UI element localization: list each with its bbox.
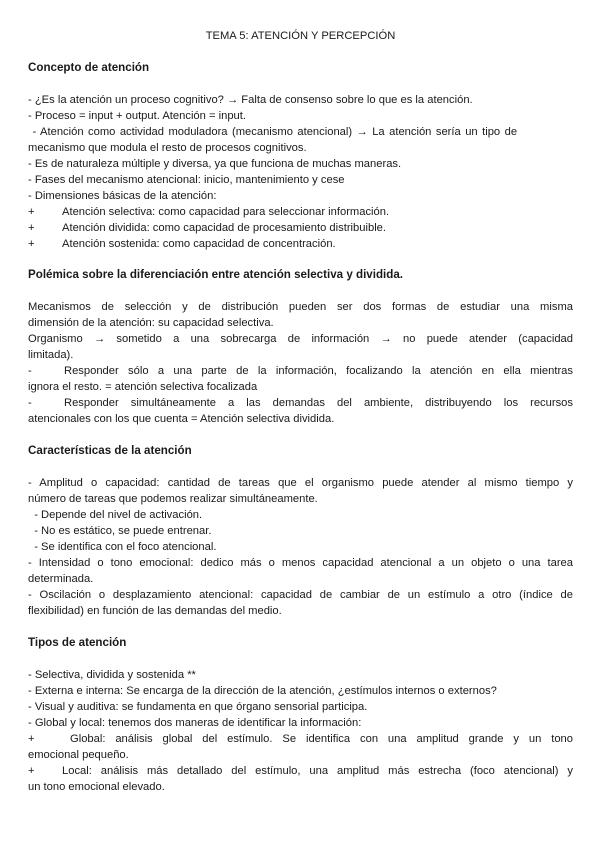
paragraph-line: - Fases del mecanismo atencional: inicio, mantenimiento y cese: [28, 174, 345, 186]
plus-bullet: +: [28, 765, 35, 777]
paragraph-line: - Selectiva, dividida y sostenida **: [28, 669, 196, 681]
paragraph-line: - ¿Es la atención un proceso cognitivo? → Falta de consenso sobre lo que es la atención.: [28, 94, 473, 106]
plus-bullet: +: [28, 733, 35, 745]
paragraph-line: - Intensidad o tono emocional: dedico más o menos capacidad atencional a un objeto o una tarea: [28, 557, 573, 569]
paragraph-line: número de tareas que podemos realizar simultáneamente.: [28, 493, 318, 505]
plus-bullet: +: [28, 206, 35, 218]
paragraph-line: - No es estático, se puede entrenar.: [28, 525, 212, 537]
page-title: TEMA 5: ATENCIÓN Y PERCEPCIÓN: [205, 30, 396, 42]
heading-polemica: Polémica sobre la diferenciación entre atención selectiva y dividida.: [28, 268, 404, 281]
paragraph-line: mecanismo que modula el resto de procesos cognitivos.: [28, 142, 307, 154]
dash-item: [28, 396, 573, 411]
paragraph-line: - Externa e interna: Se encarga de la dirección de la atención, ¿estímulos internos o externos?: [28, 685, 497, 697]
paragraph-line: - Proceso = input + output. Atención = input.: [28, 110, 246, 122]
bullet-text: Atención dividida: como capacidad de procesamiento distribuible.: [62, 222, 387, 234]
bullet-item: [28, 221, 573, 235]
paragraph-line: atencionales con los que cuenta = Atención selectiva dividida.: [28, 413, 335, 425]
paragraph-line: - Oscilación o desplazamiento atencional: capacidad de cambiar de un estímulo a otro (índice de: [28, 589, 573, 601]
bullet-text: Atención selectiva: como capacidad para seleccionar información.: [62, 206, 390, 218]
paragraph-line: determinada.: [28, 573, 94, 585]
bullet-item: [28, 732, 573, 747]
paragraph-line: - Global y local: tenemos dos maneras de identificar la información:: [28, 717, 362, 729]
plus-bullet: +: [28, 222, 35, 234]
paragraph-line: emocional pequeño.: [28, 749, 129, 761]
heading-tipos-atencion: Tipos de atención: [28, 636, 127, 649]
paragraph-line: - Es de naturaleza múltiple y diversa, ya que funciona de muchas maneras.: [28, 158, 402, 170]
plus-bullet: +: [28, 238, 35, 250]
paragraph-line: - Se identifica con el foco atencional.: [28, 541, 217, 553]
paragraph-line: - Visual y auditiva: se fundamenta en que órgano sensorial participa.: [28, 701, 368, 713]
dash-bullet: -: [28, 365, 32, 377]
paragraph-line: dimensión de la atención: su capacidad selectiva.: [28, 317, 274, 329]
paragraph-line: Mecanismos de selección y de distribución pueden ser dos formas de estudiar una misma: [28, 301, 573, 313]
dash-item: [28, 364, 573, 379]
bullet-item: [28, 764, 573, 779]
paragraph-line: un tono emocional elevado.: [28, 781, 165, 793]
bullet-text: Local: análisis más detallado del estímulo, una amplitud más estrecha (foco atencional) y: [62, 765, 573, 777]
paragraph-line: limitada).: [28, 349, 74, 361]
paragraph-line: Organismo → sometido a una sobrecarga de información → no puede atender (capacidad: [28, 333, 573, 345]
bullet-item: [28, 205, 573, 219]
bullet-text: Atención sostenida: como capacidad de concentración.: [62, 238, 336, 250]
bullet-item: [28, 237, 573, 251]
dash-item-text: Responder sólo a una parte de la información, focalizando la atención en ella mientras: [64, 365, 573, 377]
paragraph-line: ignora el resto. = atención selectiva focalizada: [28, 381, 258, 393]
paragraph-line: - Depende del nivel de activación.: [28, 509, 203, 521]
dash-item-text: Responder simultáneamente a las demandas del ambiente, distribuyendo los recursos: [64, 397, 573, 409]
heading-caracteristicas: Características de la atención: [28, 444, 192, 457]
bullet-text: Global: análisis global del estímulo. Se identifica con una amplitud grande y un tono: [70, 733, 573, 745]
paragraph-line: flexibilidad) en función de las demandas del medio.: [28, 605, 282, 617]
heading-concepto-atencion: Concepto de atención: [28, 61, 150, 74]
dash-bullet: -: [28, 397, 32, 409]
paragraph-line: - Atención como actividad moduladora (mecanismo atencional) → La atención sería un tipo de: [28, 126, 518, 138]
paragraph-line: - Dimensiones básicas de la atención:: [28, 190, 217, 202]
paragraph-line: - Amplitud o capacidad: cantidad de tareas que el organismo puede atender al mismo tiempo y: [28, 477, 573, 489]
